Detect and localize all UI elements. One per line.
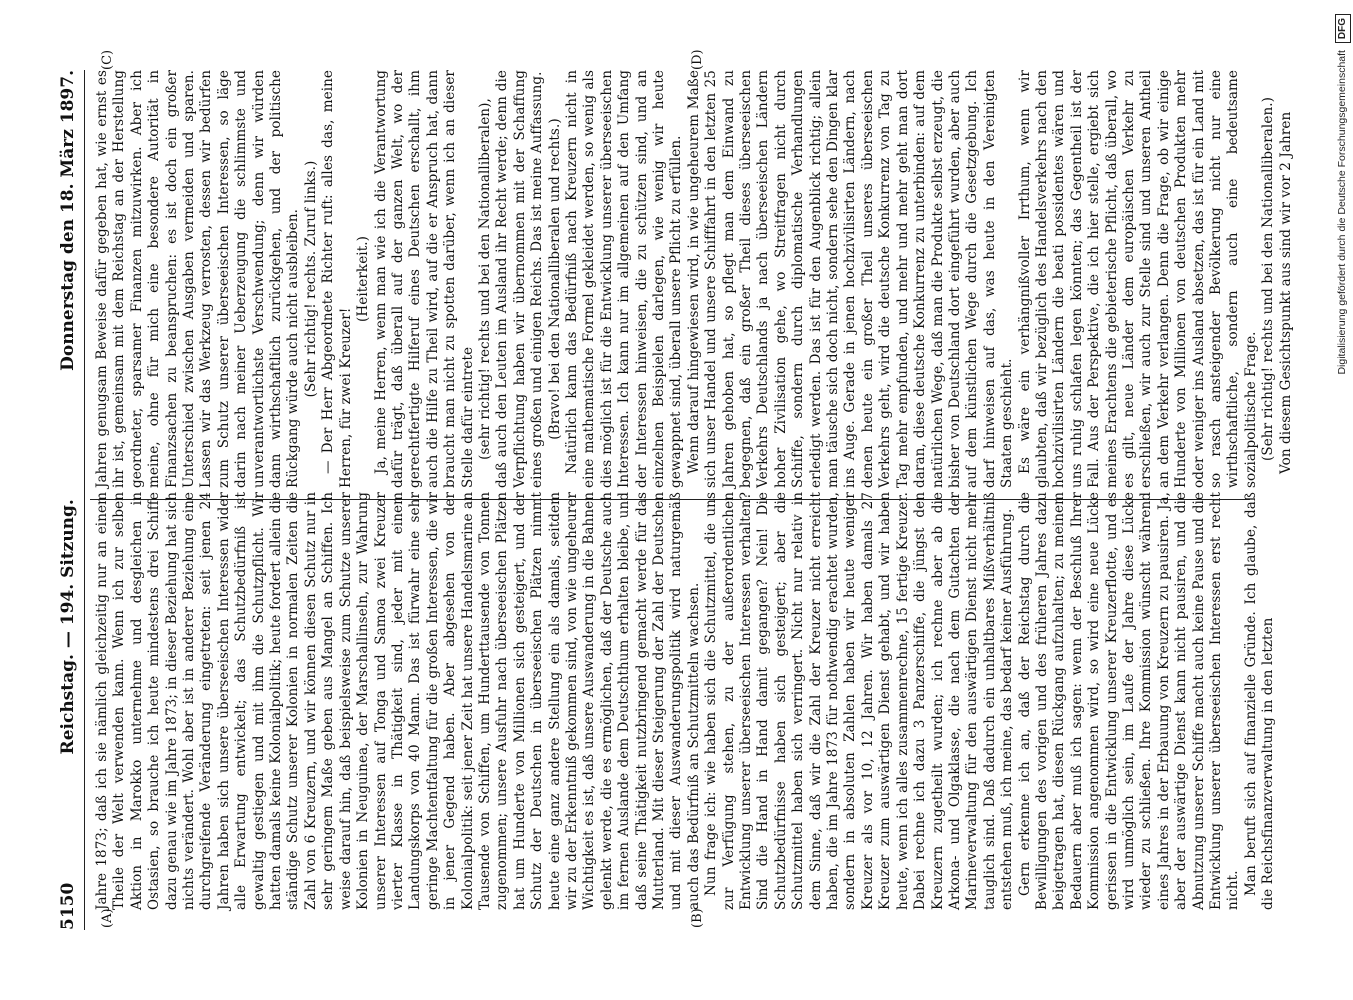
paragraph: Von diesem Gesichtspunkt aus sind wir vor 2 Jahren (1277, 111, 1294, 474)
paragraph: Gern erkenne ich an, daß der Reichstag durch die Bewilligungen des vorigen und des früheren Jahres dazu beigetragen hat, diesen Rückgang aufzuhalten; zu meinem Bedauern aber muß ich sagen: wenn der Beschluß Ihrer Kommission angenommen wird, so wird eine neue Lücke gerissen in die Entwicklung unserer Kreuzerflotte, und es wird unmöglich sein, im Laufe der Jahre diese Lücke wieder zu schließen. Ihre Kommission wünscht während eines Jahres in der Erbauung von Kreuzern zu pausiren. Ja, aber der auswärtige Dienst kann nicht pausiren, und die Abnutzung unserer Schiffe macht auch keine Pause und die Entwicklung unserer überseeischen Interessen erst recht nicht. (1016, 492, 1242, 910)
digitization-credit: Digitalisierung gefördert durch die Deutsche Forschungsgemeinschaft (1336, 50, 1348, 375)
right-column (94, 70, 1294, 488)
paragraph: Jahre 1873; daß ich sie nämlich gleichzeitig nur an einem Theile der Welt verwenden kann. Wenn ich zur selben Aktion in Marokko unternehme und desgleichen in Ostasien, so brauche ich heute mindestens drei Schiffe dazu genau wie im Jahre 1873; in dieser Beziehung hat sich nichts verändert. Wohl aber ist in anderer Beziehung eine durchgreifende Veränderung eingetreten: seit jenen 24 Jahren haben sich unsere überseeischen Interessen wider alle Erwartung entwickelt; das Schutzbedürfniß ist gewaltig gestiegen und mit ihm die Schutzpflicht. Wir hatten damals keine Kolonialpolitik; heute fordert allein die ständige Schutz unserer Kolonien in normalen Zeiten die Zahl von 6 Kreuzern, und wir können diesen Schutz nur in sehr geringem Maße geben aus Mangel an Schiffen. Ich weise darauf hin, daß beispielsweise zum Schutze unserer Kolonien in Neuguinea, der Marschallinseln, zur Wahrung unserer Interessen auf Tonga und Samoa zwei Kreuzer vierter Klasse in Thätigkeit sind, jeder mit einem Landungskorps von 40 Mann. Das ist fürwahr eine sehr geringe Machtentfaltung für die großen Interessen, die wir in jener Gegend haben. Aber abgesehen von der Kolonialpolitik: seit jener Zeit hat unsere Handelsmarine an Tausende von Schiffen, um Hunderttausende von Tonnen zugenommen; unsere Ausfuhr nach überseeischen Plätzen hat um Hunderte von Millionen sich gesteigert, und der Schutz der Deutschen in überseeischen Plätzen nimmt heute eine ganz andere Stellung ein als damals, seitdem wir zu der Erkenntniß gekommen sind, von wie ungeheurer Wichtigkeit es ist, daß unsere Auswanderung in die Bahnen gelenkt werde, die es ermöglichen, daß der Deutsche auch im fernen Auslande dem Deutschthum erhalten bleibe, und daß seine Thätigkeit nutzbringend gemacht werde für das Mutterland. Mit dieser Steigerung der Zahl der Deutschen und mit dieser Auswanderungspolitik wird naturgemäß auch das Bedürfniß an Schutzmitteln wachsen. (94, 492, 702, 910)
digitization-note (1335, 14, 1349, 994)
paragraph: Wenn darauf hingewiesen wird, in wie ungeheurem Maße sich unser Handel und unsere Schifffahrt in den letzten 25 Jahren gehoben hat, so pflegt man dem Einwand zu begegnen, daß ein großer Theil dieses überseeischen Verkehrs Deutschlands ja nach überseeischen Ländern hoher Zivilisation gehe, wo Streitfragen nicht durch Schiffe, sondern durch diplomatische Verhandlungen erledigt werden. Das ist für den Augenblick richtig; allein man täusche sich doch nicht, sondern sehe den Dingen klar ins Auge. Gerade in jenen hochzivilisirten Ländern, nach denen heute ein großer Theil unseres überseeischen Verkehrs geht, wird die deutsche Konkurrenz von Tag zu Tag mehr empfunden, und mehr und mehr geht man dort daran, diese deutsche Konkurrenz zu unterbinden: auf dem natürlichen Wege, daß man die Produkte selbst erzeugt, die bisher von Deutschland dort eingeführt wurden, aber auch auf dem künstlichen Wege durch die Gesetzgebung. Ich darf hinweisen auf das, was heute in den Vereinigten Staaten geschieht. (685, 70, 1016, 488)
paragraph: Jahren genugsam Beweise dafür gegeben hat, wie ernst es ihr ist, gemeinsam mit dem Reichstag an der Herstellung geordneter, sparsamer Finanzen mitzuwirken. Aber ich meine, ohne für mich eine besondere Autorität in Finanzsachen zu beanspruchen: es ist doch ein großer Unterschied zwischen Ausgaben vermeiden und sparen. Lassen wir das Werkzeug verrosten, dessen wir bedürfen zum Schutz unserer überseeischen Interessen, so läge darin nach meiner Ueberzeugung die schlimmste und unverantwortlichste Verschwendung; denn wir würden dann wirthschaftlich zurückgehen, und der politische Rückgang würde auch nicht ausbleiben. (94, 70, 302, 488)
paragraph: Es wäre ein verhängnißvoller Irrthum, wenn wir glaubten, daß wir bezüglich des Handelsverkehrs nach den hochzivilisirten Ländern die beati possidentes wären und uns ruhig schlafen legen könnten; das Gegentheil ist der Fall. Aus der Perspektive, die ich hier stelle, ergiebt sich meines Erachtens die gebieterische Pflicht, daß überall, wo es gilt, neue Länder dem europäischen Verkehr zu erschließen, wir auch zur Stelle sind und unseren Antheil an dem Verkehr verlangen. Denn die Frage, ob wir einige Hunderte von Millionen von deutschen Produkten mehr oder weniger ins Ausland absetzen, das ist für ein Land mit so rasch ansteigender Bevölkerung nicht nur eine wirthschaftliche, sondern auch eine bedeutsame sozialpolitische Frage. (1016, 70, 1259, 488)
paragraph: Natürlich kann das Bedürfniß nach Kreuzern nicht in eine mathematische Formel gekleidet werden, so wenig als dies möglich ist für die Entwicklung unserer überseeischen Interessen. Ich kann nur im allgemeinen auf den Umfang der Interessen hinweisen, die zu schützen sind, und an einzelnen Beispielen darlegen, wie wenig wir heute gewappnet sind, überall unsere Pflicht zu erfüllen. (563, 70, 685, 488)
page-number: 5150 (58, 882, 78, 930)
session-title: Reichstag. — 194. Sitzung. (58, 499, 78, 755)
dfg-logo: DFG (1335, 14, 1351, 43)
margin-marker-d: (D) (690, 49, 705, 70)
column-divider (90, 499, 1250, 500)
interjection: (Bravo! bei den Nationalliberalen und rechts.) (546, 118, 563, 440)
page-header (55, 70, 81, 930)
margin-marker-c: (C) (100, 49, 115, 70)
paragraph: daß auch den Leuten im Ausland ihr Recht werde; denn die Verpflichtung haben wir übernommen mit der Schaffung eines großen und einigen Reichs. Das ist meine Auffassung. (494, 70, 546, 488)
left-column (94, 492, 1277, 910)
interjection: (Sehr richtig! rechts. Zuruf links.) (302, 160, 319, 398)
session-date: Donnerstag den 18. März 1897. (58, 70, 78, 371)
margin-marker-a: (A) (100, 908, 115, 928)
paragraph: — Der Herr Abgeordnete Richter ruft: alles das, meine Herren, für zwei Kreuzer! (320, 70, 354, 488)
paragraph: Nun frage ich: wie haben sich die Schutzmittel, die uns zur Verfügung stehen, zu der außerordentlichen Entwicklung unserer überseeischen Interessen verhalten? Sind die Hand in Hand damit gegangen? Nein! Die Schutzbedürfnisse haben sich gesteigert; aber die Schutzmittel haben sich verringert. Nicht nur relativ in dem Sinne, daß wir die Zahl der Kreuzer nicht erreicht haben, die im Jahre 1873 für nothwendig erachtet wurden, sondern in absoluten Zahlen haben wir heute weniger Kreuzer als vor 10, 12 Jahren. Wir haben damals 27 Kreuzer zum auswärtigen Dienst gehabt, und wir haben heute, wenn ich alles zusammenrechne, 15 fertige Kreuzer. Dabei rechne ich dazu 3 Panzerschiffe, die jüngst den Kreuzern zugetheilt wurden; ich rechne aber ab die Arkona- und Olgaklasse, die nach dem Gutachten der Marineverwaltung für den auswärtigen Dienst nicht mehr tauglich sind. Daß dadurch ein unhaltbares Mißverhältniß entstehen muß, ich meine, das bedarf keiner Ausführung. (703, 492, 1016, 910)
interjection: (Heiterkeit.) (355, 236, 372, 322)
interjection: (sehr richtig! rechts und bei den Nationalliberalen), (476, 98, 493, 460)
margin-marker-b: (B) (690, 908, 705, 928)
interjection: (Sehr richtig! rechts und bei den Nationalliberalen.) (1260, 97, 1277, 462)
paragraph: Ja, meine Herren, wenn man wie ich die Verantwortung dafür trägt, daß überall auf der ganzen Welt, wo der gerechtfertigte Hilferuf eines Deutschen erschallt, ihm auch die Hilfe zu Theil wird, auf die er Anspruch hat, dann braucht man nicht zu spotten darüber, wenn ich an dieser Stelle dafür eintrete (372, 70, 476, 488)
paragraph: Man beruft sich auf finanzielle Gründe. Ich glaube, daß die Reichsfinanzverwaltung in den letzten (1242, 492, 1277, 910)
header-rule (84, 70, 85, 930)
